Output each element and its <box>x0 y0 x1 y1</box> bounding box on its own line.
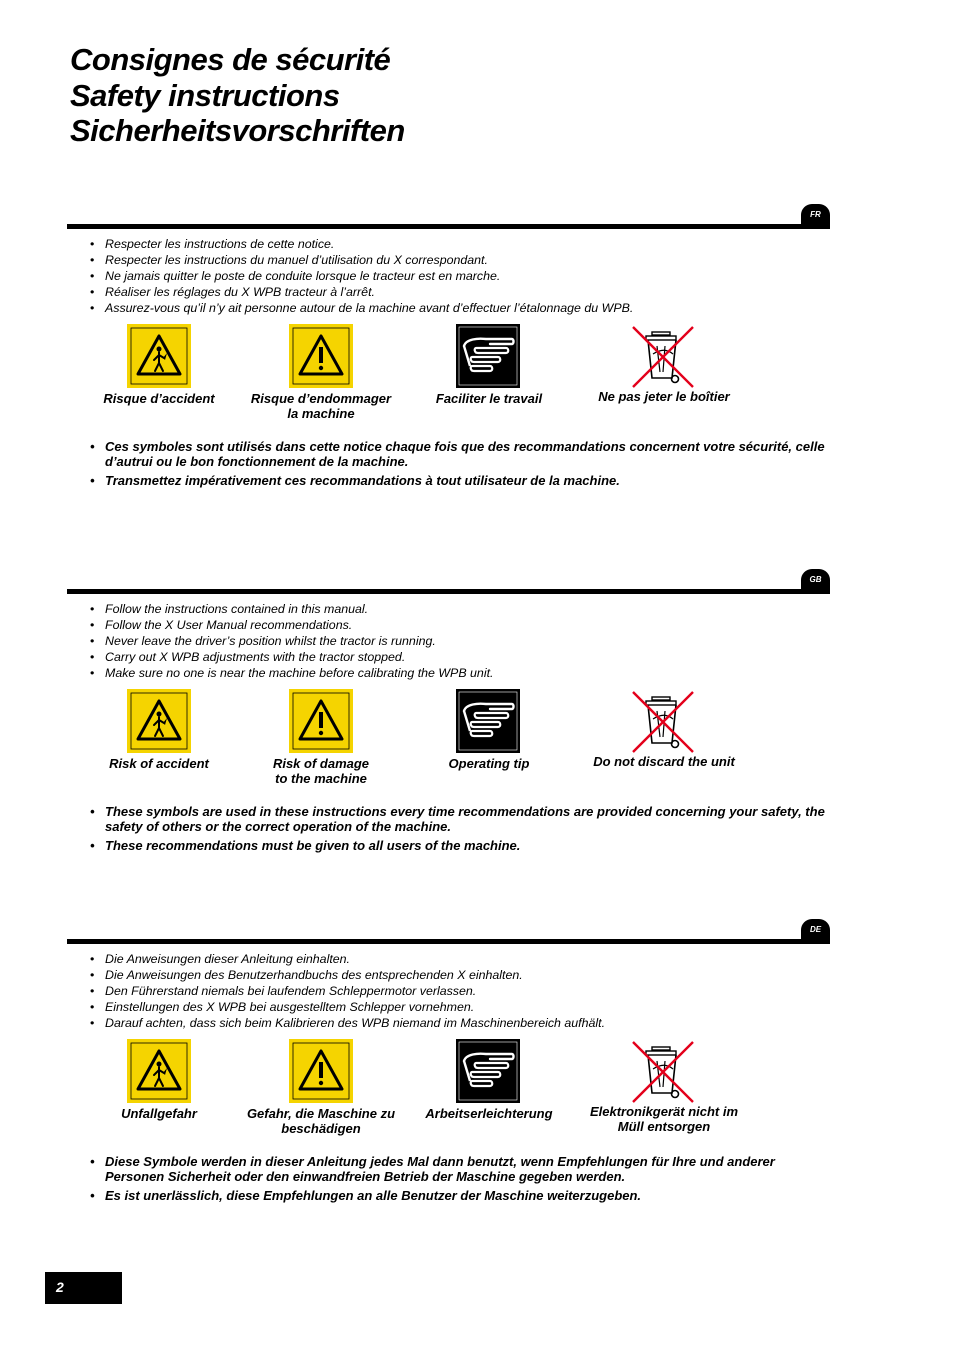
instruction-list <box>90 236 633 316</box>
caption-line: beschädigen <box>281 1121 361 1136</box>
title-en: Safety instructions <box>70 77 340 113</box>
caption-line: Risk of damage <box>272 756 370 771</box>
caption-line: Gefahr, die Maschine zu <box>246 1106 396 1121</box>
instruction-item: • Follow the instructions contained in this manual. <box>90 601 493 617</box>
caption-line: Ne pas jeter le boîtier <box>598 389 730 404</box>
crossed-bin-icon <box>630 1039 694 1103</box>
note-item: • These recommendations must be given to all users of the machine. <box>90 839 825 854</box>
section-fr <box>0 0 954 488</box>
instruction-item: • Make sure no one is near the machine before calibrating the WPB unit. <box>90 665 493 681</box>
caption-line: Risque d’accident <box>103 391 215 406</box>
page-number: 2 <box>56 1279 64 1295</box>
operating-tip-icon <box>456 1039 520 1103</box>
damage-warning-icon <box>289 1039 353 1103</box>
caption-line: Risque d’endommager <box>250 391 392 406</box>
instruction-item: • Die Anweisungen des Benutzerhandbuchs des entsprechenden X einhalten. <box>90 967 605 983</box>
note-item: • Ces symboles sont utilisés dans cette notice chaque fois que des recommandations concernent votre sécurité, celle d’autrui ou le bon fonctionnement de la machine. <box>90 440 825 469</box>
section-divider <box>67 589 830 594</box>
section-divider <box>67 224 830 229</box>
instruction-item: • Carry out X WPB adjustments with the tractor stopped. <box>90 649 493 665</box>
language-badge: DE <box>801 919 830 941</box>
caption-line: Müll entsorgen <box>617 1119 711 1134</box>
symbol-notes <box>90 1155 825 1208</box>
title-de: Sicherheitsvorschriften <box>70 113 405 148</box>
caption-line: Unfallgefahr <box>121 1106 197 1121</box>
caption-line: Risk of accident <box>109 756 209 771</box>
section-divider <box>67 939 830 944</box>
language-badge: FR <box>801 204 830 226</box>
section-gb <box>0 365 954 853</box>
symbol-caption <box>74 1106 244 1121</box>
page-number-box <box>45 1272 122 1304</box>
instruction-item: • Assurez-vous qu’il n’y ait personne autour de la machine avant d’effectuer l’étalonnage du WPB. <box>90 300 633 316</box>
caption-line: Elektronikgerät nicht im <box>589 1104 739 1119</box>
instruction-item: • Respecter les instructions du manuel d’utilisation du X correspondant. <box>90 252 633 268</box>
caption-line: Arbeitserleichterung <box>425 1106 553 1121</box>
instruction-item: • Ne jamais quitter le poste de conduite lorsque le tracteur est en marche. <box>90 268 633 284</box>
instruction-item: • Réaliser les réglages du X WPB tracteur à l’arrêt. <box>90 284 633 300</box>
note-item: • These symbols are used in these instructions every time recommendations are provided concerning your safety, the safety of others or the correct operation of the machine. <box>90 805 825 834</box>
symbol-caption <box>404 1106 574 1121</box>
caption-line: to the machine <box>275 771 367 786</box>
language-badge: GB <box>801 569 830 591</box>
section-de <box>0 715 954 1203</box>
instruction-item: • Die Anweisungen dieser Anleitung einhalten. <box>90 951 605 967</box>
note-item: • Es ist unerlässlich, diese Empfehlungen an alle Benutzer der Maschine weiterzugeben. <box>90 1189 825 1204</box>
instruction-item: • Darauf achten, dass sich beim Kalibrieren des WPB niemand im Maschinenbereich aufhält. <box>90 1015 605 1031</box>
symbol-caption <box>236 1106 406 1136</box>
instruction-item: • Follow the X User Manual recommendations. <box>90 617 493 633</box>
accident-warning-icon <box>127 1039 191 1103</box>
caption-line: Faciliter le travail <box>435 391 543 406</box>
note-item: • Diese Symbole werden in dieser Anleitung jedes Mal dann benutzt, wenn Empfehlungen für Ihre und anderer Personen Sicherheit oder den einwandfreien Betrieb der Maschine gegeben werden. <box>90 1155 825 1184</box>
caption-line: Do not discard the unit <box>593 754 735 769</box>
instruction-item: • Den Führerstand niemals bei laufendem Schleppermotor verlassen. <box>90 983 605 999</box>
caption-line: la machine <box>287 406 355 421</box>
title-fr: Consignes de sécurité <box>70 42 391 77</box>
instruction-item: • Never leave the driver’s position whilst the tractor is running. <box>90 633 493 649</box>
symbol-caption <box>579 1104 749 1134</box>
instruction-list <box>90 601 493 681</box>
instruction-item: • Respecter les instructions de cette notice. <box>90 236 633 252</box>
caption-line: Operating tip <box>448 756 530 771</box>
instruction-item: • Einstellungen des X WPB bei ausgestelltem Schlepper vornehmen. <box>90 999 605 1015</box>
note-item: • Transmettez impérativement ces recommandations à tout utilisateur de la machine. <box>90 474 825 489</box>
instruction-list <box>90 951 605 1031</box>
